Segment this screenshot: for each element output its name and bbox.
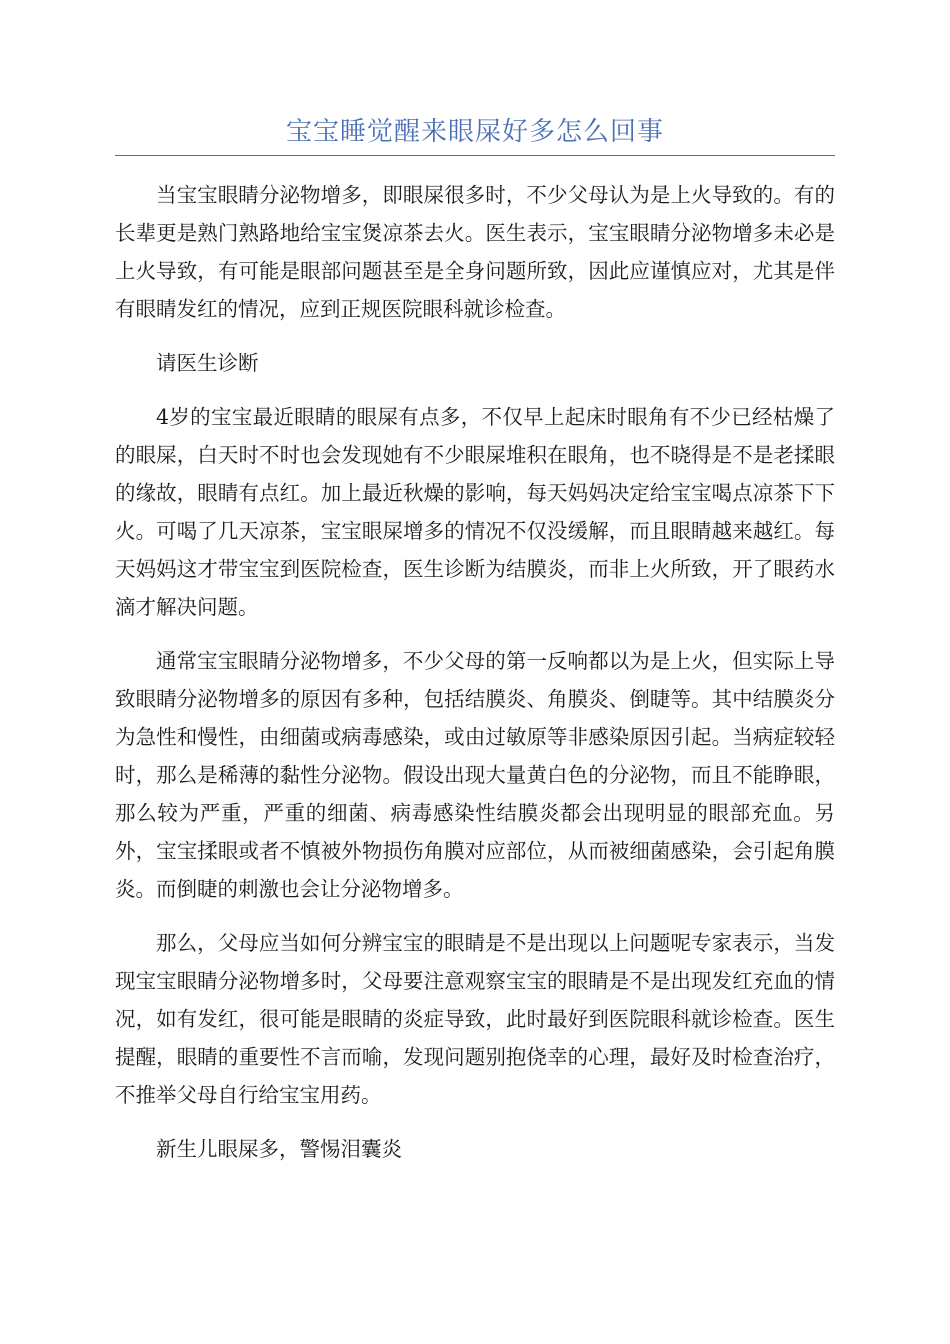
paragraph-advice: 那么，父母应当如何分辨宝宝的眼睛是不是出现以上问题呢专家表示，当发现宝宝眼睛分泌物增多时，父母要注意观察宝宝的眼睛是不是出现发红充血的情况，如有发红，很可能是眼睛的炎症导致，此时最好到医院眼科就诊检查。医生提醒，眼睛的重要性不言而喻，发现问题别抱侥幸的心理，最好及时检查治疗，不推举父母自行给宝宝用药。 [115,931,835,1107]
paragraph-intro: 当宝宝眼睛分泌物增多，即眼屎很多时，不少父母认为是上火导致的。有的长辈更是熟门熟路地给宝宝煲凉茶去火。医生表示，宝宝眼睛分泌物增多未必是上火导致，有可能是眼部问题甚至是全身问题所致，因此应谨慎应对，尤其是伴有眼睛发红的情况，应到正规医院眼科就诊检查。 [115,183,835,321]
section-heading-diagnosis: 请医生诊断 [156,351,259,375]
document-title: 宝宝睡觉醒来眼屎好多怎么回事 [285,117,664,147]
title-underline [115,155,835,156]
section-heading-newborn: 新生儿眼屎多，警惕泪囊炎 [156,1137,402,1161]
paragraph-causes: 通常宝宝眼睛分泌物增多，不少父母的第一反响都以为是上火，但实际上导致眼睛分泌物增多的原因有多种，包括结膜炎、角膜炎、倒睫等。其中结膜炎分为急性和慢性，由细菌或病毒感染，或由过敏原等非感染原因引起。当病症较轻时，那么是稀薄的黏性分泌物。假设出现大量黄白色的分泌物，而且不能睁眼，那么较为严重，严重的细菌、病毒感染性结膜炎都会出现明显的眼部充血。另外，宝宝揉眼或者不慎被外物损伤角膜对应部位，从而被细菌感染，会引起角膜炎。而倒睫的刺激也会让分泌物增多。 [115,649,835,901]
document-body [115,176,835,1184]
paragraph-case: 4岁的宝宝最近眼睛的眼屎有点多，不仅早上起床时眼角有不少已经枯燥了的眼屎，白天时不时也会发现她有不少眼屎堆积在眼角，也不晓得是不是老揉眼的缘故，眼睛有点红。加上最近秋燥的影响，每天妈妈决定给宝宝喝点凉茶下下火。可喝了几天凉茶，宝宝眼屎增多的情况不仅没缓解，而且眼睛越来越红。每天妈妈这才带宝宝到医院检查，医生诊断为结膜炎，而非上火所致，开了眼药水滴才解决问题。 [115,405,835,619]
